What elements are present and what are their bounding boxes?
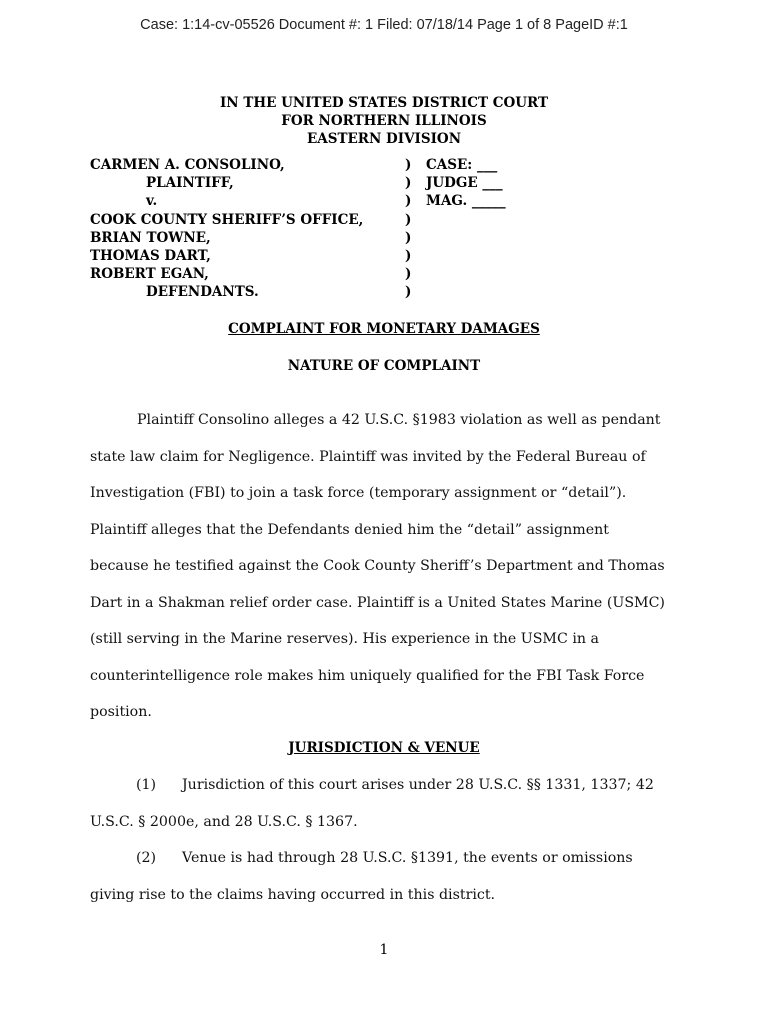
caption-row — [90, 156, 690, 174]
jurisdiction-venue-title — [0, 740, 768, 756]
complaint-title-text: COMPLAINT FOR MONETARY DAMAGES — [228, 321, 540, 337]
caption-row — [90, 283, 690, 301]
caption-row — [90, 211, 690, 229]
court-heading — [0, 94, 768, 148]
defendants-label: DEFENDANTS. — [146, 284, 259, 301]
paragraph-text: Jurisdiction of this court arises under 28 U.S.C. §§ 1331, 1337; 42 — [182, 777, 654, 793]
jurisdiction-paragraph-2 — [90, 840, 680, 913]
magistrate-field: MAG. _____ — [426, 193, 506, 210]
defendant-name: THOMAS DART, — [90, 247, 211, 264]
court-heading-line: FOR NORTHERN ILLINOIS — [281, 113, 487, 129]
paragraph-number: (1) — [136, 777, 157, 793]
caption-paren: ) — [405, 229, 412, 246]
paragraph-line: Investigation (FBI) to join a task force (temporary assignment or “detail”). — [90, 485, 627, 501]
paragraph-number: (2) — [136, 850, 157, 866]
versus-label: v. — [146, 193, 158, 210]
nature-of-complaint-paragraph — [90, 402, 680, 731]
paragraph-line: Plaintiff alleges that the Defendants denied him the “detail” assignment — [90, 521, 609, 538]
jurisdiction-venue-title-text: JURISDICTION & VENUE — [288, 740, 480, 756]
caption-paren: ) — [405, 157, 412, 173]
paragraph-line: Dart in a Shakman relief order case. Plaintiff is a United States Marine (USMC) — [90, 594, 665, 611]
complaint-title — [0, 321, 768, 337]
caption-paren: ) — [405, 266, 412, 283]
paragraph-line — [90, 840, 680, 877]
paragraph-line: (still serving in the Marine reserves). His experience in the USMC in a — [90, 631, 599, 647]
caption-row — [90, 247, 690, 265]
paragraph-line: Plaintiff Consolino alleges a 42 U.S.C. §1983 violation as well as pendant — [137, 412, 661, 428]
defendant-name: BRIAN TOWNE, — [90, 229, 211, 246]
defendant-name: ROBERT EGAN, — [90, 266, 209, 283]
nature-of-complaint-heading: NATURE OF COMPLAINT — [287, 358, 481, 374]
paragraph-line: giving rise to the claims having occurred in this district. — [90, 886, 496, 903]
caption-row — [90, 229, 690, 247]
jurisdiction-paragraph-1 — [90, 767, 680, 840]
plaintiff-name: CARMEN A. CONSOLINO, — [90, 157, 285, 173]
caption-row — [90, 265, 690, 283]
paragraph-line — [90, 767, 680, 804]
paragraph-line: because he testified against the Cook County Sheriff’s Department and Thomas — [90, 558, 665, 574]
court-heading-line: IN THE UNITED STATES DISTRICT COURT — [219, 95, 549, 111]
paragraph-line: position. — [90, 704, 152, 720]
paragraph-line: counterintelligence role makes him uniquely qualified for the FBI Task Force — [90, 667, 645, 684]
court-heading-line: EASTERN DIVISION — [306, 131, 462, 147]
paragraph-line: U.S.C. § 2000e, and 28 U.S.C. § 1367. — [90, 813, 358, 830]
caption-paren: ) — [405, 284, 412, 301]
caption-paren: ) — [405, 193, 412, 210]
paragraph-text: Venue is had through 28 U.S.C. §1391, the events or omissions — [182, 850, 633, 866]
caption-paren: ) — [405, 211, 412, 228]
page-number: 1 — [379, 942, 389, 958]
judge-field: JUDGE ___ — [426, 175, 503, 192]
caption-paren: ) — [405, 247, 412, 264]
caption-row — [90, 192, 690, 210]
case-number-field: CASE: ___ — [426, 157, 498, 173]
caption-paren: ) — [405, 175, 412, 192]
plaintiff-label: PLAINTIFF, — [146, 175, 234, 192]
filing-stamp: Case: 1:14-cv-05526 Document #: 1 Filed: 07/18/14 Page 1 of 8 PageID #:1 — [140, 17, 628, 33]
caption-row — [90, 174, 690, 192]
paragraph-line: state law claim for Negligence. Plaintiff was invited by the Federal Bureau of — [90, 448, 646, 465]
defendant-name: COOK COUNTY SHERIFF’S OFFICE, — [90, 211, 364, 228]
case-caption — [90, 156, 690, 302]
